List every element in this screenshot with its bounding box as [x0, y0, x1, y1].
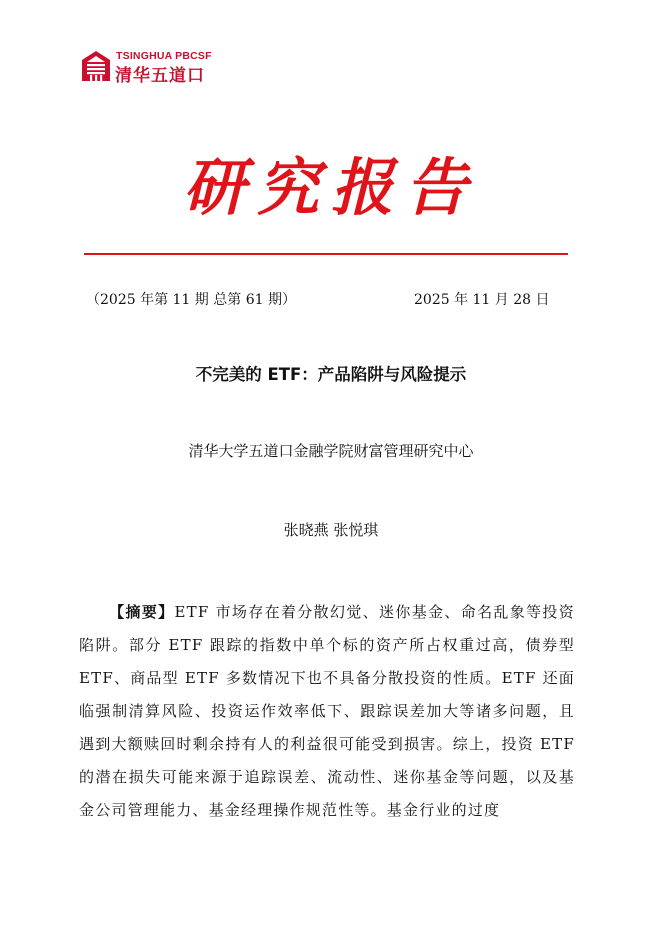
tsinghua-emblem-icon — [81, 50, 111, 82]
authors: 张晓燕 张悦琪 — [283, 521, 379, 539]
abstract — [79, 596, 575, 827]
logo-text-en: TSINGHUA PBCSF — [116, 50, 212, 62]
issue-number: （2025 年第 11 期 总第 61 期） — [86, 292, 296, 308]
abstract-label: 【摘要】 — [109, 603, 175, 621]
report-title: 研究报告 — [182, 151, 479, 224]
title-divider — [84, 253, 568, 255]
logo-text-cn: 清华五道口 — [115, 66, 205, 86]
issue-date: 2025 年 11 月 28 日 — [414, 292, 550, 308]
organization: 清华大学五道口金融学院财富管理研究中心 — [188, 442, 474, 460]
abstract-text: ETF 市场存在着分散幻觉、迷你基金、命名乱象等投资陷阱。部分 ETF 跟踪的指数中单个标的资产所占权重过高，债券型 ETF、商品型 ETF 多数情况下也不具备分散投资的性质。ETF 还面临强制清算风险、投资运作效率低下、跟踪误差加大等诸多问题，且遇到大额赎回时剩余持有人的利益很可能受到损害。综上，投资 ETF 的潜在损失可能来源于追踪误差、流动性、迷你基金等问题，以及基金公司管理能力、基金经理操作规范性等。基金行业的过度 — [79, 603, 575, 819]
headline: 不完美的 ETF：产品陷阱与风险提示 — [195, 365, 467, 384]
